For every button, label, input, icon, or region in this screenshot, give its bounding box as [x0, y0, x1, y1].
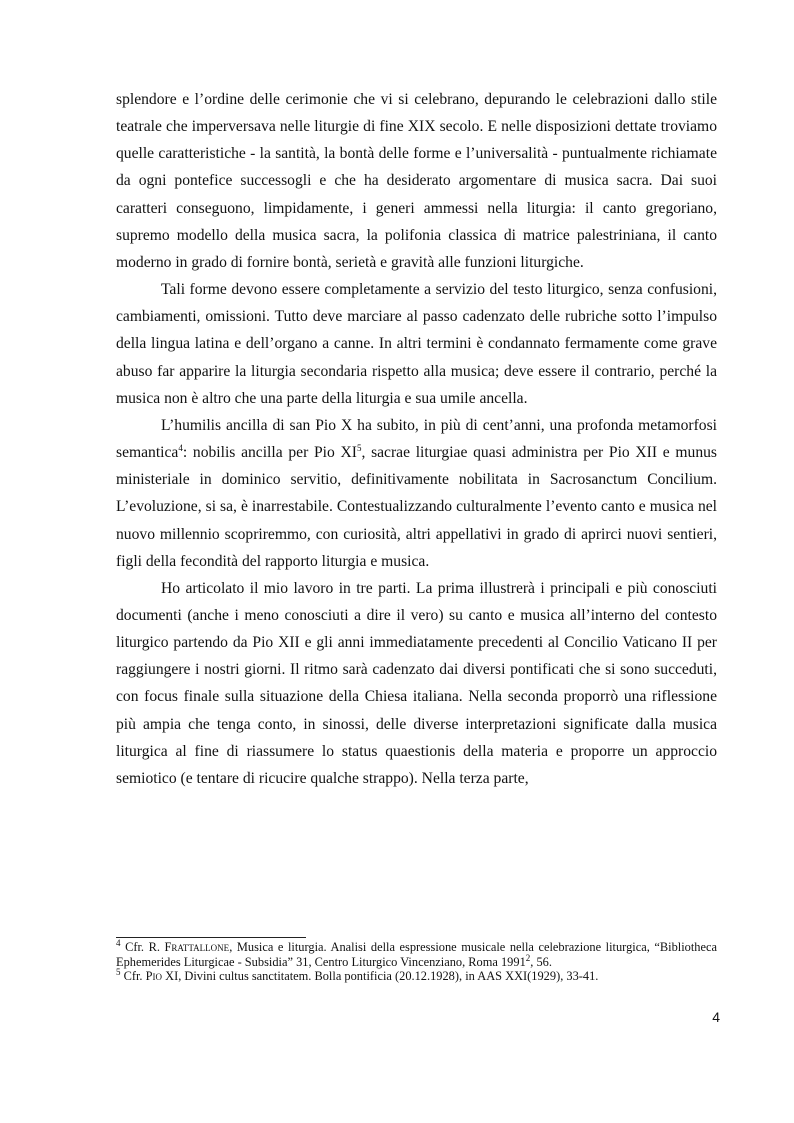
- page-number: 4: [712, 1009, 720, 1025]
- body-text: [116, 86, 717, 792]
- footnote-4-prefix: Cfr. R.: [120, 940, 165, 954]
- paragraph-1: splendore e l’ordine delle cerimonie che vi si celebrano, depurando le celebrazioni dallo stile teatrale che imperversava nelle liturgie di fine XIX secolo. E nelle disposizioni dettate troviamo quelle caratteristiche - la santità, la bontà delle forme e l’universalità - puntualmente richiamate da ogni pontefice successogli e che ha desiderato argomentare di musica sacra. Dai suoi caratteri conseguono, limpidamente, i generi ammessi nella liturgia: il canto gregoriano, supremo modello della musica sacra, la polifonia classica di matrice palestriniana, il canto moderno in grado di fornire bontà, serietà e gravità alle funzioni liturgiche.: [116, 91, 717, 271]
- footnote-ref-4[interactable]: 4: [178, 442, 183, 453]
- paragraph-3-text-a: L’humilis ancilla di san Pio X ha subito, in più di cent’anni, una profonda metamorfosi semantica: [116, 416, 717, 462]
- footnote-ref-5[interactable]: 5: [356, 442, 362, 453]
- footnote-separator: [116, 937, 306, 938]
- footnotes: [116, 937, 717, 984]
- footnote-5-mark: 5: [116, 966, 121, 977]
- paragraph-3-text-c: , sacrae liturgiae quasi administra per Pio XII e munus ministeriale in dominico servitio, definitivamente nobilitata in Sacrosanctum Concilium. L’evoluzione, si sa, è inarrestabile. Contestualizzando culturalmente l’evento canto e musica nel nuovo millennio scopriremmo, con curiosità, altri appellativi in grado di aprirci nuovi sentieri, figli della fecondità del rapporto liturgia e musica.: [116, 444, 718, 570]
- footnote-4: [116, 937, 717, 969]
- footnote-5-prefix: Cfr.: [120, 969, 146, 983]
- paragraph-4: Ho articolato il mio lavoro in tre parti. La prima illustrerà i principali e più conosciuti documenti (anche i meno conosciuti a dire il vero) su canto e musica all’interno del contesto liturgico partendo da Pio XII e gli anni immediatamente precedenti al Concilio Vaticano II per raggiungere i nostri giorni. Il ritmo sarà cadenzato dai diversi pontificati che si sono succeduti, con focus finale sulla situazione della Chiesa italiana. Nella seconda proporrò una riflessione più ampia che tenga conto, in sinossi, delle diverse interpretazioni significate dalla musica liturgica al fine di riassumere lo status quaestionis della materia e proporre un approccio semiotico (e tentare di ricucire qualche strappo). Nella terza parte,: [116, 579, 717, 787]
- footnote-5-text: XI, Divini cultus sanctitatem. Bolla pontificia (20.12.1928), in AAS XXI(1929), 33-41.: [162, 969, 599, 983]
- footnote-4-pages: , 56.: [530, 954, 552, 969]
- paragraph-2: Tali forme devono essere completamente a servizio del testo liturgico, senza confusioni, cambiamenti, omissioni. Tutto deve marciare al passo cadenzato delle rubriche sotto l’impulso della lingua latina e dell’organo a canne. In altri termini è condannato fermamente come grave abuso far apparire la liturgia secondaria rispetto alla musica; deve essere il contrario, perché la musica non è altro che una parte della liturgia e sua umile ancella.: [116, 281, 717, 407]
- footnote-5: [116, 966, 717, 984]
- footnote-5-author: Pio: [145, 969, 163, 983]
- footnote-4-edition: 2: [525, 952, 531, 963]
- paragraph-3-text-b: : nobilis ancilla per Pio XI: [182, 444, 357, 462]
- paragraph-3: [116, 412, 717, 575]
- footnote-4-author: Frattallone: [164, 940, 230, 954]
- footnote-4-text: , Musica e liturgia. Analisi della espressione musicale nella celebrazione liturgica, “Bibliotheca Ephemerides Liturgicae - Subsidia” 31, Centro Liturgico Vincenziano, Roma 1991: [116, 940, 717, 969]
- footnote-4-mark: 4: [116, 937, 121, 948]
